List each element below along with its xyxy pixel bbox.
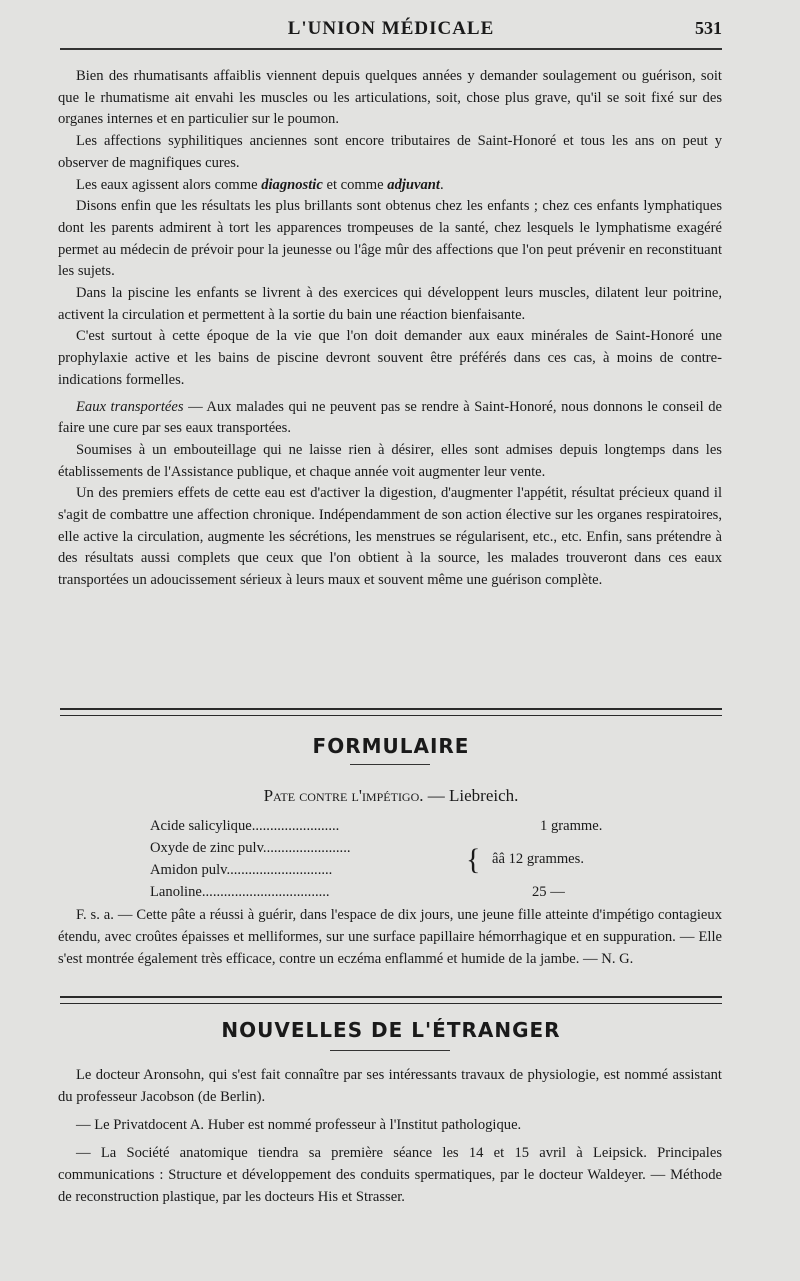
page-number: 531	[695, 18, 722, 38]
header-rule	[60, 48, 722, 50]
paragraph-eaux-transportees	[58, 397, 722, 440]
paragraph-rhumatisants: Bien des rhumatisants affaiblis viennent depuis quelques années y demander soulagement ou guérison, soit que le rhumatisme ait envahi les muscles ou les articulations, soit, chose plus grave, qu'il se soit fixé sur des organes internes et en particulier sur le poumon.	[58, 68, 722, 128]
brace-icon: {	[466, 843, 481, 876]
recipe-title	[60, 786, 722, 806]
qty-shared: ââ 12 grammes.	[492, 851, 584, 867]
recipe-note: F. s. a. — Cette pâte a réussi à guérir, dans l'espace de dix jours, une jeune fille atteinte d'impétigo contagieux étendu, avec croûtes épaisses et melliformes, sur une surface papillaire hémorrhagique et en suppuration. — Elle s'est montrée également très efficace, contre un eczéma enflammé et humide de la jambe. — N. G.	[58, 907, 722, 967]
adjuvant-end: .	[439, 176, 444, 193]
article-body	[58, 66, 722, 592]
recipe-name: Pate contre l'impétigo.	[263, 786, 424, 805]
nouvelles-heading: NOUVELLES DE L'ÉTRANGER	[221, 1018, 561, 1042]
eaux-transportees-text: — Aux malades qui ne peuvent pas se rendre à Saint-Honoré, nous donnons le conseil de faire une cure par ses eaux transportées.	[58, 398, 722, 437]
news-item: Le docteur Aronsohn, qui s'est fait connaître par ses intéressants travaux de physiologie, est nommé assistant du professeur Jacobson (de Berlin).	[58, 1067, 722, 1105]
paragraph-enfants: Disons enfin que les résultats les plus brillants sont obtenus chez les enfants ; chez ces enfants lymphatiques dont les parents admirent à tort les apparences trompeuses de la santé, chez lesquels le lymphatisme exagéré permet au médecin de prévoir pour la jeunesse ou l'âge mûr des affections que l'on peut prévenir en reconstituant les sujets.	[58, 198, 722, 280]
journal-title: L'UNION MÉDICALE	[287, 18, 495, 39]
adjuvant-mid: et comme	[322, 176, 388, 193]
term-adjuvant: adjuvant	[387, 176, 440, 193]
ingredient-amidon: Amidon pulv.............................	[150, 862, 333, 878]
section-separator-2	[60, 996, 722, 1004]
formulaire-heading: FORMULAIRE	[312, 734, 470, 758]
adjuvant-prefix: Les eaux agissent alors comme	[76, 176, 262, 193]
eaux-transportees-label: Eaux transportées	[76, 398, 184, 415]
paragraph-effets: Un des premiers effets de cette eau est d'activer la digestion, d'augmenter l'appétit, résultat précieux quand il s'agit de combattre une affection chronique. Indépendamment de son action élective sur les organes respiratoires, elle active la circulation, augmente les sécrétions, les menstrues se régularisent, etc., etc. Enfin, sans prétendre à des résultats aussi complets que ceux que l'on obtient à la source, les malades trouveront dans ces eaux transportées un adoucissement sérieux à leurs maux et souvent même une guérison complète.	[58, 485, 722, 589]
ingredient-oxyde-de-zinc: Oxyde de zinc pulv........................	[150, 840, 351, 856]
heading-underline	[350, 764, 430, 765]
news-item: — La Société anatomique tiendra sa première séance les 14 et 15 avril à Leipsick. Principales communications : Structure et développement des conduits spermatiques, par le docteur Waldeyer. — Méthode de reconstruction plastique, par les docteurs His et Strasser.	[58, 1145, 722, 1205]
paragraph-adjuvant	[58, 175, 722, 197]
qty-lanoline: 25 —	[532, 884, 565, 900]
term-diagnostic: diagnostic	[261, 176, 323, 193]
news-list	[58, 1064, 722, 1214]
running-header	[60, 18, 722, 44]
qty-acide-salicylique: 1 gramme.	[540, 818, 603, 834]
section-separator	[60, 708, 722, 716]
paragraph-embouteillage: Soumises à un embouteillage qui ne laisse rien à désirer, elles sont admises depuis longtemps dans les établissements de l'Assistance publique, et chaque année voit augmenter leur vente.	[58, 441, 722, 480]
paragraph-piscine: Dans la piscine les enfants se livrent à des exercices qui développent leurs muscles, dilatent leur poitrine, activent la circulation et permettent à la sortie du bain une réaction bienfaisante.	[58, 285, 722, 323]
news-item: — Le Privatdocent A. Huber est nommé professeur à l'Institut pathologique.	[76, 1117, 522, 1133]
recipe-author: — Liebreich.	[423, 786, 519, 805]
ingredient-acide-salicylique: Acide salicylique........................	[150, 818, 340, 834]
heading-underline-2	[330, 1050, 450, 1051]
paragraph-syphilitiques: Les affections syphilitiques anciennes sont encore tributaires de Saint-Honoré et tous les ans on peut y observer de magnifiques cures.	[58, 133, 722, 171]
paragraph-prophylaxie: C'est surtout à cette époque de la vie que l'on doit demander aux eaux minérales de Saint-Honoré une prophylaxie active et les bains de piscine devront souvent être préférés dans ces cas, à moins de contre-indications formelles.	[58, 328, 722, 388]
ingredient-lanoline: Lanoline...................................	[150, 884, 330, 900]
